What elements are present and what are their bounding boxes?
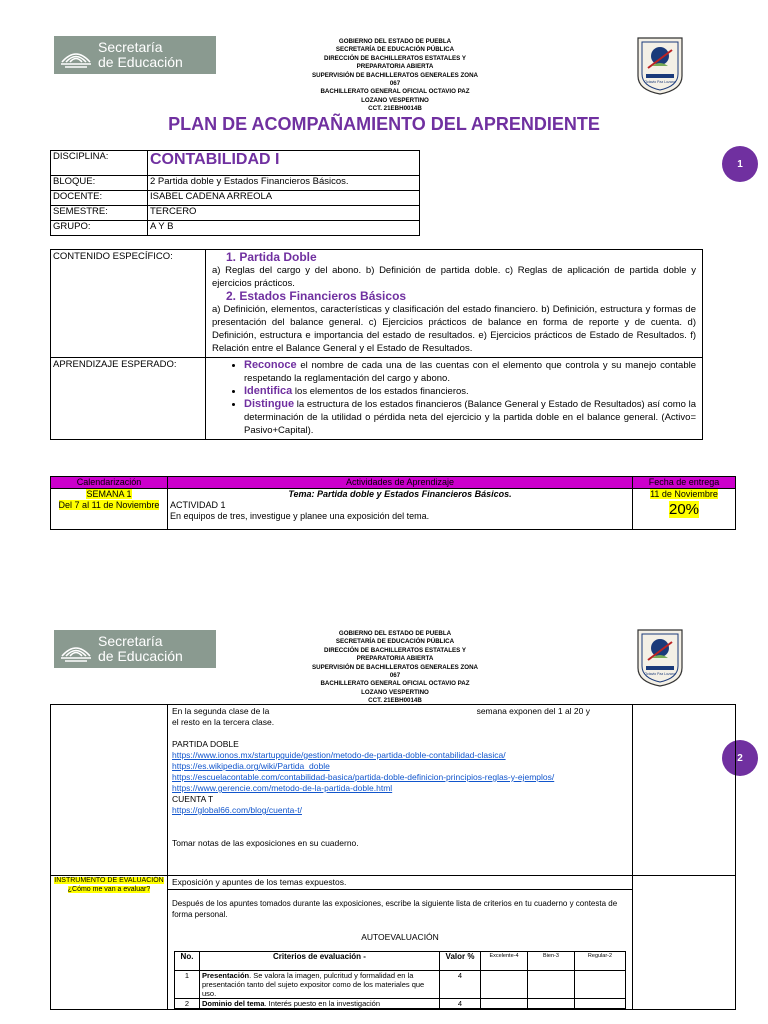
header-line: DIRECCIÓN DE BACHILLERATOS ESTATALES Y [324, 646, 466, 654]
header-line: LOZANO VESPERTINO [361, 96, 429, 104]
aprendizaje-keyword: Identifica [244, 385, 293, 397]
header-line: PREPARATORIA ABIERTA [356, 63, 434, 71]
school-seal-icon [634, 36, 686, 96]
aprendizaje-keyword: Distingue [244, 398, 295, 410]
eval-header: Excelente-4 [481, 952, 528, 971]
header-line: SECRETARÍA DE EDUCACIÓN PÚBLICA [335, 46, 455, 54]
semestre-label: SEMESTRE: [51, 206, 148, 221]
info-table [50, 150, 420, 236]
partida-doble-label: PARTIDA DOBLE [172, 739, 239, 749]
grupo-label: GRUPO: [51, 221, 148, 236]
header-line: GOBIERNO DEL ESTADO DE PUEBLA [338, 630, 452, 637]
instrumento-label: INSTRUMENTO DE EVALUACIÓN [54, 877, 164, 884]
header-line: 067 [389, 672, 401, 680]
contenido-heading-1: 1. Partida Doble [226, 250, 317, 264]
activities-continued-table [50, 704, 736, 1010]
semestre-value: TERCERO [148, 206, 420, 221]
docente-label: DOCENTE: [51, 191, 148, 206]
aprendizaje-list [212, 359, 696, 437]
calendar-table [50, 476, 736, 530]
reference-link[interactable]: https://www.ionos.mx/startupguide/gestion/metodo-de-partida-doble-contabilidad-clasica/ [172, 750, 506, 760]
aprendizaje-text: los elementos de los estados financieros. [292, 386, 469, 397]
contenido-heading-2: 2. Estados Financieros Básicos [226, 289, 407, 303]
reference-link[interactable]: https://global66.com/blog/cuenta-t/ [172, 805, 302, 815]
eval-valor: 4 [440, 999, 481, 1009]
notas-text: Tomar notas de las exposiciones en su cuaderno. [172, 838, 359, 848]
entrega-date: 11 de Noviembre [650, 489, 718, 499]
eval-no: 1 [175, 971, 200, 999]
eval-header: Criterios de evaluación - [200, 952, 440, 971]
activity-topic: Tema: Partida doble y Estados Financieros Básicos. [288, 489, 512, 499]
aprendizaje-label: APRENDIZAJE ESPERADO: [51, 358, 206, 440]
calendar-header: Calendarización [51, 477, 168, 489]
secretaria-logo [54, 36, 216, 74]
header-line: SUPERVISIÓN DE BACHILLERATOS GENERALES ZONA [311, 663, 479, 671]
eval-header: Regular-2 [575, 952, 626, 971]
grupo-value: A Y B [148, 221, 420, 236]
eval-valor: 4 [440, 971, 481, 999]
logo-line1: Secretaría [98, 39, 163, 55]
eval-no: 2 [175, 999, 200, 1009]
intro-text-b: semana exponen del 1 al 20 y [476, 706, 590, 716]
eval-header: No. [175, 952, 200, 971]
header-line: SECRETARÍA DE EDUCACIÓN PÚBLICA [335, 638, 455, 646]
eval-header: Valor % [440, 952, 481, 971]
docente-value: ISABEL CADENA ARREOLA [148, 191, 420, 206]
secretaria-logo [54, 630, 216, 668]
reference-link[interactable]: https://www.gerencie.com/metodo-de-la-partida-doble.html [172, 783, 393, 793]
contenido-table [50, 249, 703, 440]
activity-text: En equipos de tres, investigue y planee una exposición del tema. [170, 511, 430, 521]
school-header [300, 630, 490, 706]
contenido-text-1: a) Reglas del cargo y del abono. b) Definición de partida doble. c) Reglas de aplicación de partida doble y ejercicios prácticos. [212, 265, 696, 289]
disciplina-label: DISCIPLINA: [51, 151, 148, 176]
school-seal-icon [634, 628, 686, 688]
aprendizaje-item [244, 385, 696, 398]
page-title: PLAN DE ACOMPAÑAMIENTO DEL APRENDIENTE [168, 114, 600, 134]
header-line: PREPARATORIA ABIERTA [356, 655, 434, 663]
autoevaluacion-title: AUTOEVALUACIÓN [361, 932, 439, 942]
exposicion-text: Exposición y apuntes de los temas expuestos. [168, 876, 632, 890]
cuenta-t-label: CUENTA T [172, 794, 214, 804]
activity-title: ACTIVIDAD 1 [170, 500, 226, 510]
disciplina-value: CONTABILIDAD I [148, 151, 420, 176]
despues-text: Después de los apuntes tomados durante las exposiciones, escribe la siguiente lista de criterios en tu cuaderno y contesta de forma personal. [172, 899, 618, 919]
page-number-badge: 1 [722, 146, 758, 182]
seal-text: Octavio Paz Lozano [644, 80, 676, 84]
eval-criterion-title: Dominio del tema [202, 999, 265, 1008]
aprendizaje-text: el nombre de cada una de las cuentas con el elemento que controla y su manejo contable respetando la reglamentación del cargo y abono. [244, 360, 696, 384]
eval-criterion-text: . Se valora la imagen, pulcritud y formalidad en la presentación tanto del sujeto expositor como de los materiales que uso. [202, 971, 425, 998]
header-line: BACHILLERATO GENERAL OFICIAL OCTAVIO PAZ [320, 680, 470, 688]
evaluation-table [174, 951, 626, 1009]
como-label: ¿Cómo me van a evaluar? [67, 886, 151, 893]
calendar-header: Actividades de Aprendizaje [168, 477, 633, 489]
contenido-label: CONTENIDO ESPECÍFICO: [51, 250, 206, 358]
entrega-percentage: 20% [668, 501, 700, 518]
aprendizaje-text: la estructura de los estados financieros (Balance General y Estado de Resultados) así como la determinación de la utilidad o pérdida neta del ejercicio y la partida doble en el balance general. (Activo= Pasivo+Capital). [244, 399, 696, 436]
sun-logo-icon [54, 630, 98, 668]
header-line: DIRECCIÓN DE BACHILLERATOS ESTATALES Y [324, 54, 466, 62]
reference-link[interactable]: https://es.wikipedia.org/wiki/Partida_doble [172, 761, 330, 771]
eval-criterion-text: . Interés puesto en la investigación [264, 999, 381, 1008]
header-line: LOZANO VESPERTINO [361, 688, 429, 696]
bloque-value: 2 Partida doble y Estados Financieros Básicos. [148, 176, 420, 191]
header-line: BACHILLERATO GENERAL OFICIAL OCTAVIO PAZ [320, 88, 470, 96]
logo-line2: de Educación [98, 54, 183, 70]
contenido-text-2: a) Definición, elementos, características y clasificación del estado financiero. b) Definición, estructura y formas de presentación del balance general. c) Ejercicios prácticos de balance en forma de reporte y de cuenta. d) Definición, estructura e importancia del estado de resultados. e) Ejercicios prácticos de Estado de Resultados. f) Relación entre el Balance General y el Estado de Resultados. [212, 304, 696, 354]
aprendizaje-item [244, 359, 696, 385]
calendar-header: Fecha de entrega [633, 477, 736, 489]
header-line: 067 [389, 80, 401, 88]
sun-logo-icon [54, 36, 98, 74]
intro-text-c: el resto en la tercera clase. [172, 717, 275, 727]
semana-label: SEMANA 1 [86, 489, 132, 499]
logo-line1: Secretaría [98, 633, 163, 649]
bloque-label: BLOQUE: [51, 176, 148, 191]
school-header [300, 38, 490, 114]
eval-header: Bien-3 [528, 952, 575, 971]
aprendizaje-item [244, 398, 696, 437]
header-line: SUPERVISIÓN DE BACHILLERATOS GENERALES ZONA [311, 71, 479, 79]
header-line: CCT. 21EBH0014B [368, 697, 422, 705]
seal-text: Octavio Paz Lozano [644, 672, 676, 676]
logo-line2: de Educación [98, 648, 183, 664]
eval-row [175, 971, 626, 999]
page-number-badge: 2 [722, 740, 758, 776]
header-line: GOBIERNO DEL ESTADO DE PUEBLA [338, 38, 452, 45]
aprendizaje-keyword: Reconoce [244, 359, 297, 371]
intro-text-a: En la segunda clase de la [172, 706, 270, 716]
eval-criterion-title: Presentación [202, 971, 250, 980]
header-line: CCT. 21EBH0014B [368, 105, 422, 113]
eval-row [175, 999, 626, 1009]
semana-fechas: Del 7 al 11 de Noviembre [58, 500, 160, 510]
reference-link[interactable]: https://escuelacontable.com/contabilidad-basica/partida-doble-definicion-principios-reglas-y-ejemplos/ [172, 772, 555, 782]
